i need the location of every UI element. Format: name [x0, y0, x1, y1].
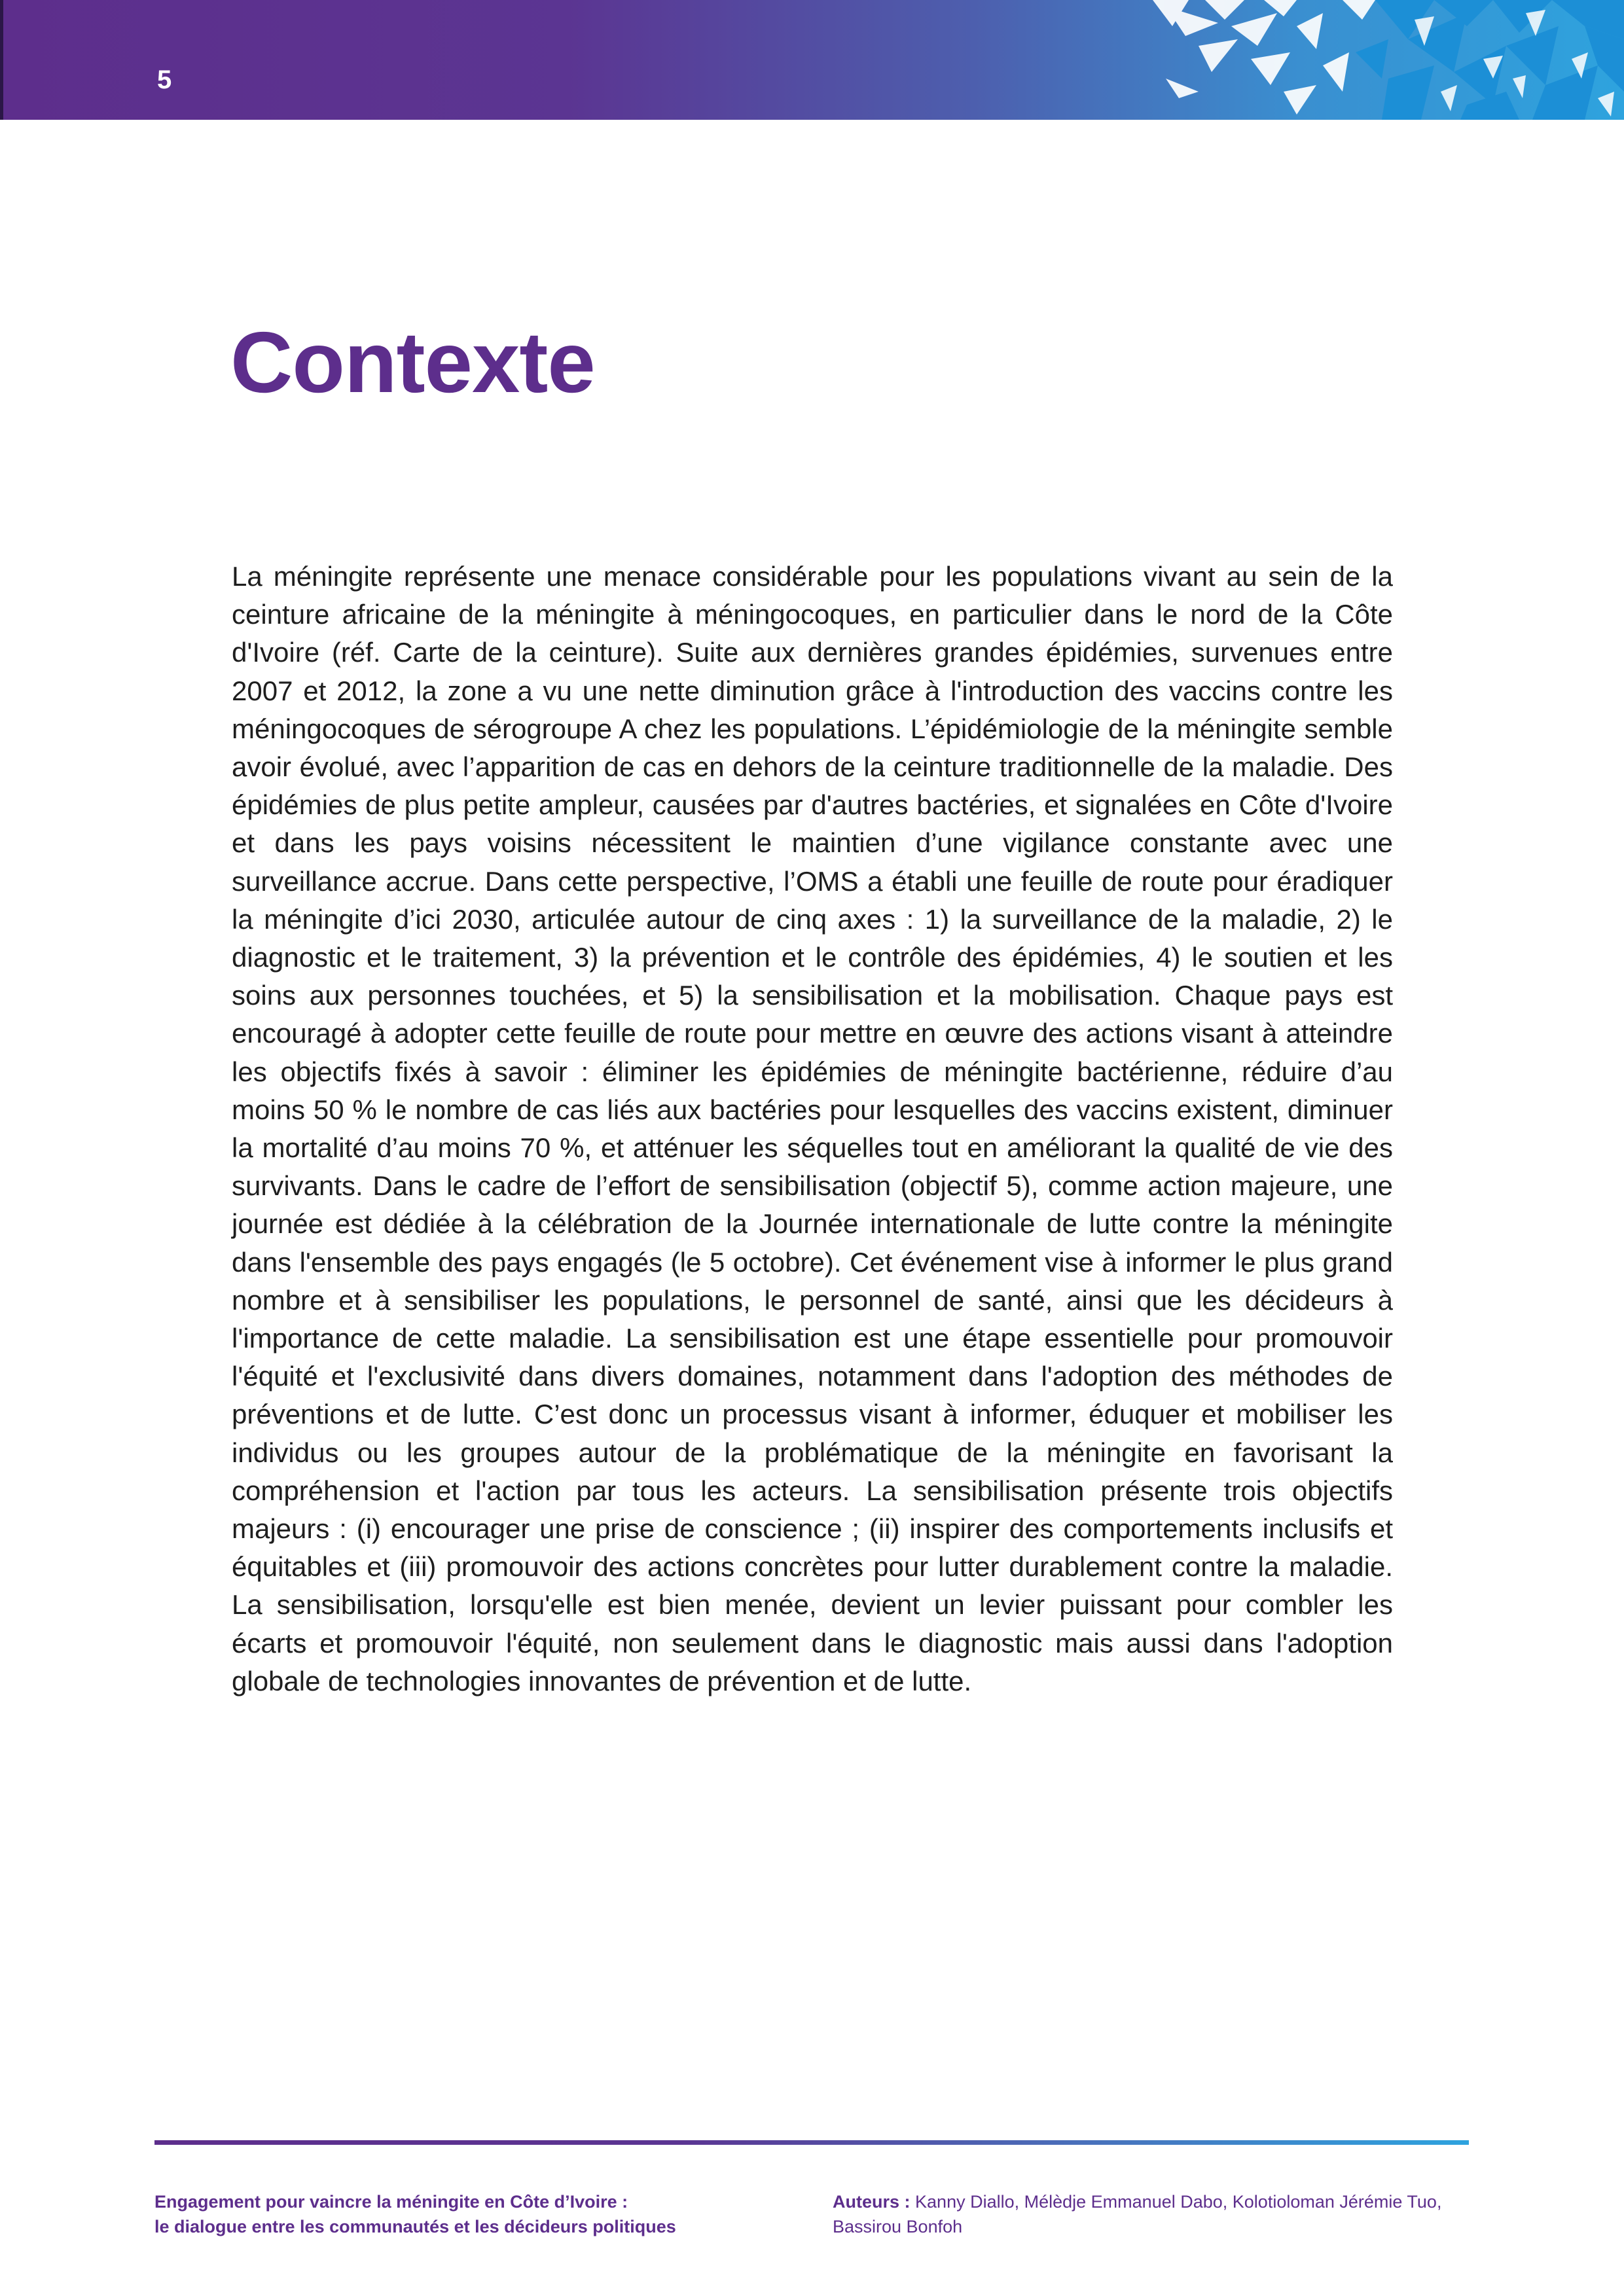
- header-left-edge: [0, 0, 3, 120]
- publication-title: [154, 2189, 809, 2239]
- header-band: [0, 0, 1624, 120]
- page-number: 5: [157, 65, 172, 94]
- authors-block: [833, 2189, 1461, 2239]
- footer-divider: [154, 2140, 1469, 2145]
- context-paragraph: La méningite représente une menace considérable pour les populations vivant au sein de la ceinture africaine de la méningite à méningocoques, en particulier dans le nord de la Côte d'Ivoire (réf. Carte de la ceinture). Suite aux dernières grandes épidémies, survenues entre 2007 et 2012, la zone a vu une nette diminution grâce à l'introduction des vaccins contre les méningocoques de sérogroupe A chez les populations. L’épidémiologie de la méningite semble avoir évolué, avec l’apparition de cas en dehors de la ceinture traditionnelle de la maladie. Des épidémies de plus petite ampleur, causées par d'autres bactéries, et signalées en Côte d'Ivoire et dans les pays voisins nécessitent le maintien d’une vigilance constante avec une surveillance accrue. Dans cette perspective, l’OMS a établi une feuille de route pour éradiquer la méningite d’ici 2030, articulée autour de cinq axes : 1) la surveillance de la maladie, 2) le diagnostic et le traitement, 3) la prévention et le contrôle des épidémies, 4) le soutien et les soins aux personnes touchées, et 5) la sensibilisation et la mobilisation. Chaque pays est encouragé à adopter cette feuille de route pour mettre en œuvre des actions visant à atteindre les objectifs fixés à savoir : éliminer les épidémies de méningite bactérienne, réduire d’au moins 50 % le nombre de cas liés aux bactéries pour lesquelles des vaccins existent, diminuer la mortalité d’au moins 70 %, et atténuer les séquelles tout en améliorant la qualité de vie des survivants. Dans le cadre de l’effort de sensibilisation (objectif 5), comme action majeure, une journée est dédiée à la célébration de la Journée internationale de lutte contre la méningite dans l'ensemble des pays engagés (le 5 octobre). Cet événement vise à informer le plus grand nombre et à sensibiliser les populations, le personnel de santé, ainsi que les décideurs à l'importance de cette maladie. La sensibilisation est une étape essentielle pour promouvoir l'équité et l'exclusivité dans divers domaines, notamment dans l'adoption des méthodes de préventions et de lutte. C’est donc un processus visant à informer, éduquer et mobiliser les individus ou les groupes autour de la problématique de la méningite en favorisant la compréhension et l'action par tous les acteurs. La sensibilisation présente trois objectifs majeurs : (i) encourager une prise de conscience ; (ii) inspirer des comportements inclusifs et équitables et (iii) promouvoir des actions concrètes pour lutter durablement contre la maladie. La sensibilisation, lorsqu'elle est bien menée, devient un levier puissant pour combler les écarts et promouvoir l'équité, non seulement dans le diagnostic mais aussi dans l'adoption globale de technologies innovantes de prévention et de lutte.: [232, 561, 1393, 1696]
- publication-title-line-2: le dialogue entre les communautés et les décideurs politiques: [154, 2217, 676, 2236]
- publication-title-line-1: Engagement pour vaincre la méningite en Côte d’Ivoire :: [154, 2192, 628, 2212]
- shattered-glass-decoration: [1127, 0, 1624, 120]
- page-title: Contexte: [230, 314, 595, 410]
- authors-list: Kanny Diallo, Mélèdje Emmanuel Dabo, Kolotioloman Jérémie Tuo, Bassirou Bonfoh: [833, 2192, 1442, 2236]
- authors-label: Auteurs :: [833, 2192, 911, 2212]
